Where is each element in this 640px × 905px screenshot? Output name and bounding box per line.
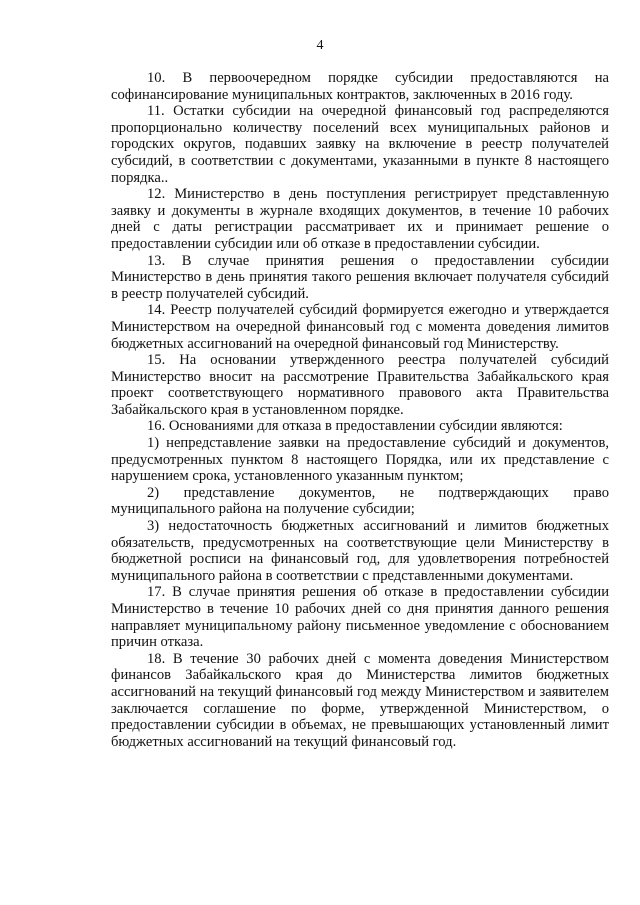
paragraph-16-item-1: 1) непредставление заявки на предоставление субсидий и документов, предусмотренных пунктом 8 настоящего Порядка, или их представление с нарушением срока, установленного указанным пунктом; <box>111 435 609 485</box>
paragraph-16: 16. Основаниями для отказа в предоставлении субсидии являются: <box>147 418 563 435</box>
paragraph-18: 18. В течение 30 рабочих дней с момента доведения Министерством финансов Забайкальского края до Министерства лимитов бюджетных ассигнований на текущий финансовый год между Министерством и заявителем заключается соглашение по форме, утвержденной Министерством, о предоставлении субсидии в объемах, не превышающих установленный лимит бюджетных ассигнований на текущий финансовый год. <box>111 650 609 750</box>
paragraph-10: 10. В первоочередном порядке субсидии предоставляются на софинансирование муниципальных контрактов, заключенных в 2016 году. <box>111 70 609 103</box>
paragraph-11: 11. Остатки субсидии на очередной финансовый год распределяются пропорционально количеству поселений всех муниципальных районов и городских округов, подавших заявку на включение в реестр получателей субсидий, в соответствии с документами, указанными в пункте 8 настоящего порядка.. <box>111 103 609 186</box>
document-body <box>111 70 609 750</box>
paragraph-15: 15. На основании утвержденного реестра получателей субсидий Министерство вносит на рассмотрение Правительства Забайкальского края проект соответствующего нормативного правового акта Правительства Забайкальского края в установленном порядке. <box>111 352 609 418</box>
paragraph-13: 13. В случае принятия решения о предоставлении субсидии Министерство в день принятия такого решения включает получателя субсидий в реестр получателей субсидий. <box>111 252 609 302</box>
paragraph-16-item-2: 2) представление документов, не подтверждающих право муниципального района на получение субсидии; <box>111 484 609 518</box>
page-number: 4 <box>316 38 324 53</box>
paragraph-17: 17. В случае принятия решения об отказе в предоставлении субсидии Министерство в течение 10 рабочих дней со дня принятия данного решения направляет муниципальному району письменное уведомление с обоснованием причин отказа. <box>111 584 609 651</box>
paragraph-14: 14. Реестр получателей субсидий формируется ежегодно и утверждается Министерством на очередной финансовый год с момента доведения лимитов бюджетных ассигнований на очередной финансовый год Министерству. <box>111 302 609 352</box>
paragraph-16-item-3: 3) недостаточность бюджетных ассигнований и лимитов бюджетных обязательств, предусмотренных на соответствующие цели Министерству в бюджетной росписи на финансовый год, для удовлетворения потребностей муниципального района в соответствии с представленными документами. <box>111 518 609 584</box>
paragraph-12: 12. Министерство в день поступления регистрирует представленную заявку и документы в журнале входящих документов, в течение 10 рабочих дней с даты регистрации рассматривает их и принимает решение о предоставлении субсидии или об отказе в предоставлении субсидии. <box>111 186 609 252</box>
